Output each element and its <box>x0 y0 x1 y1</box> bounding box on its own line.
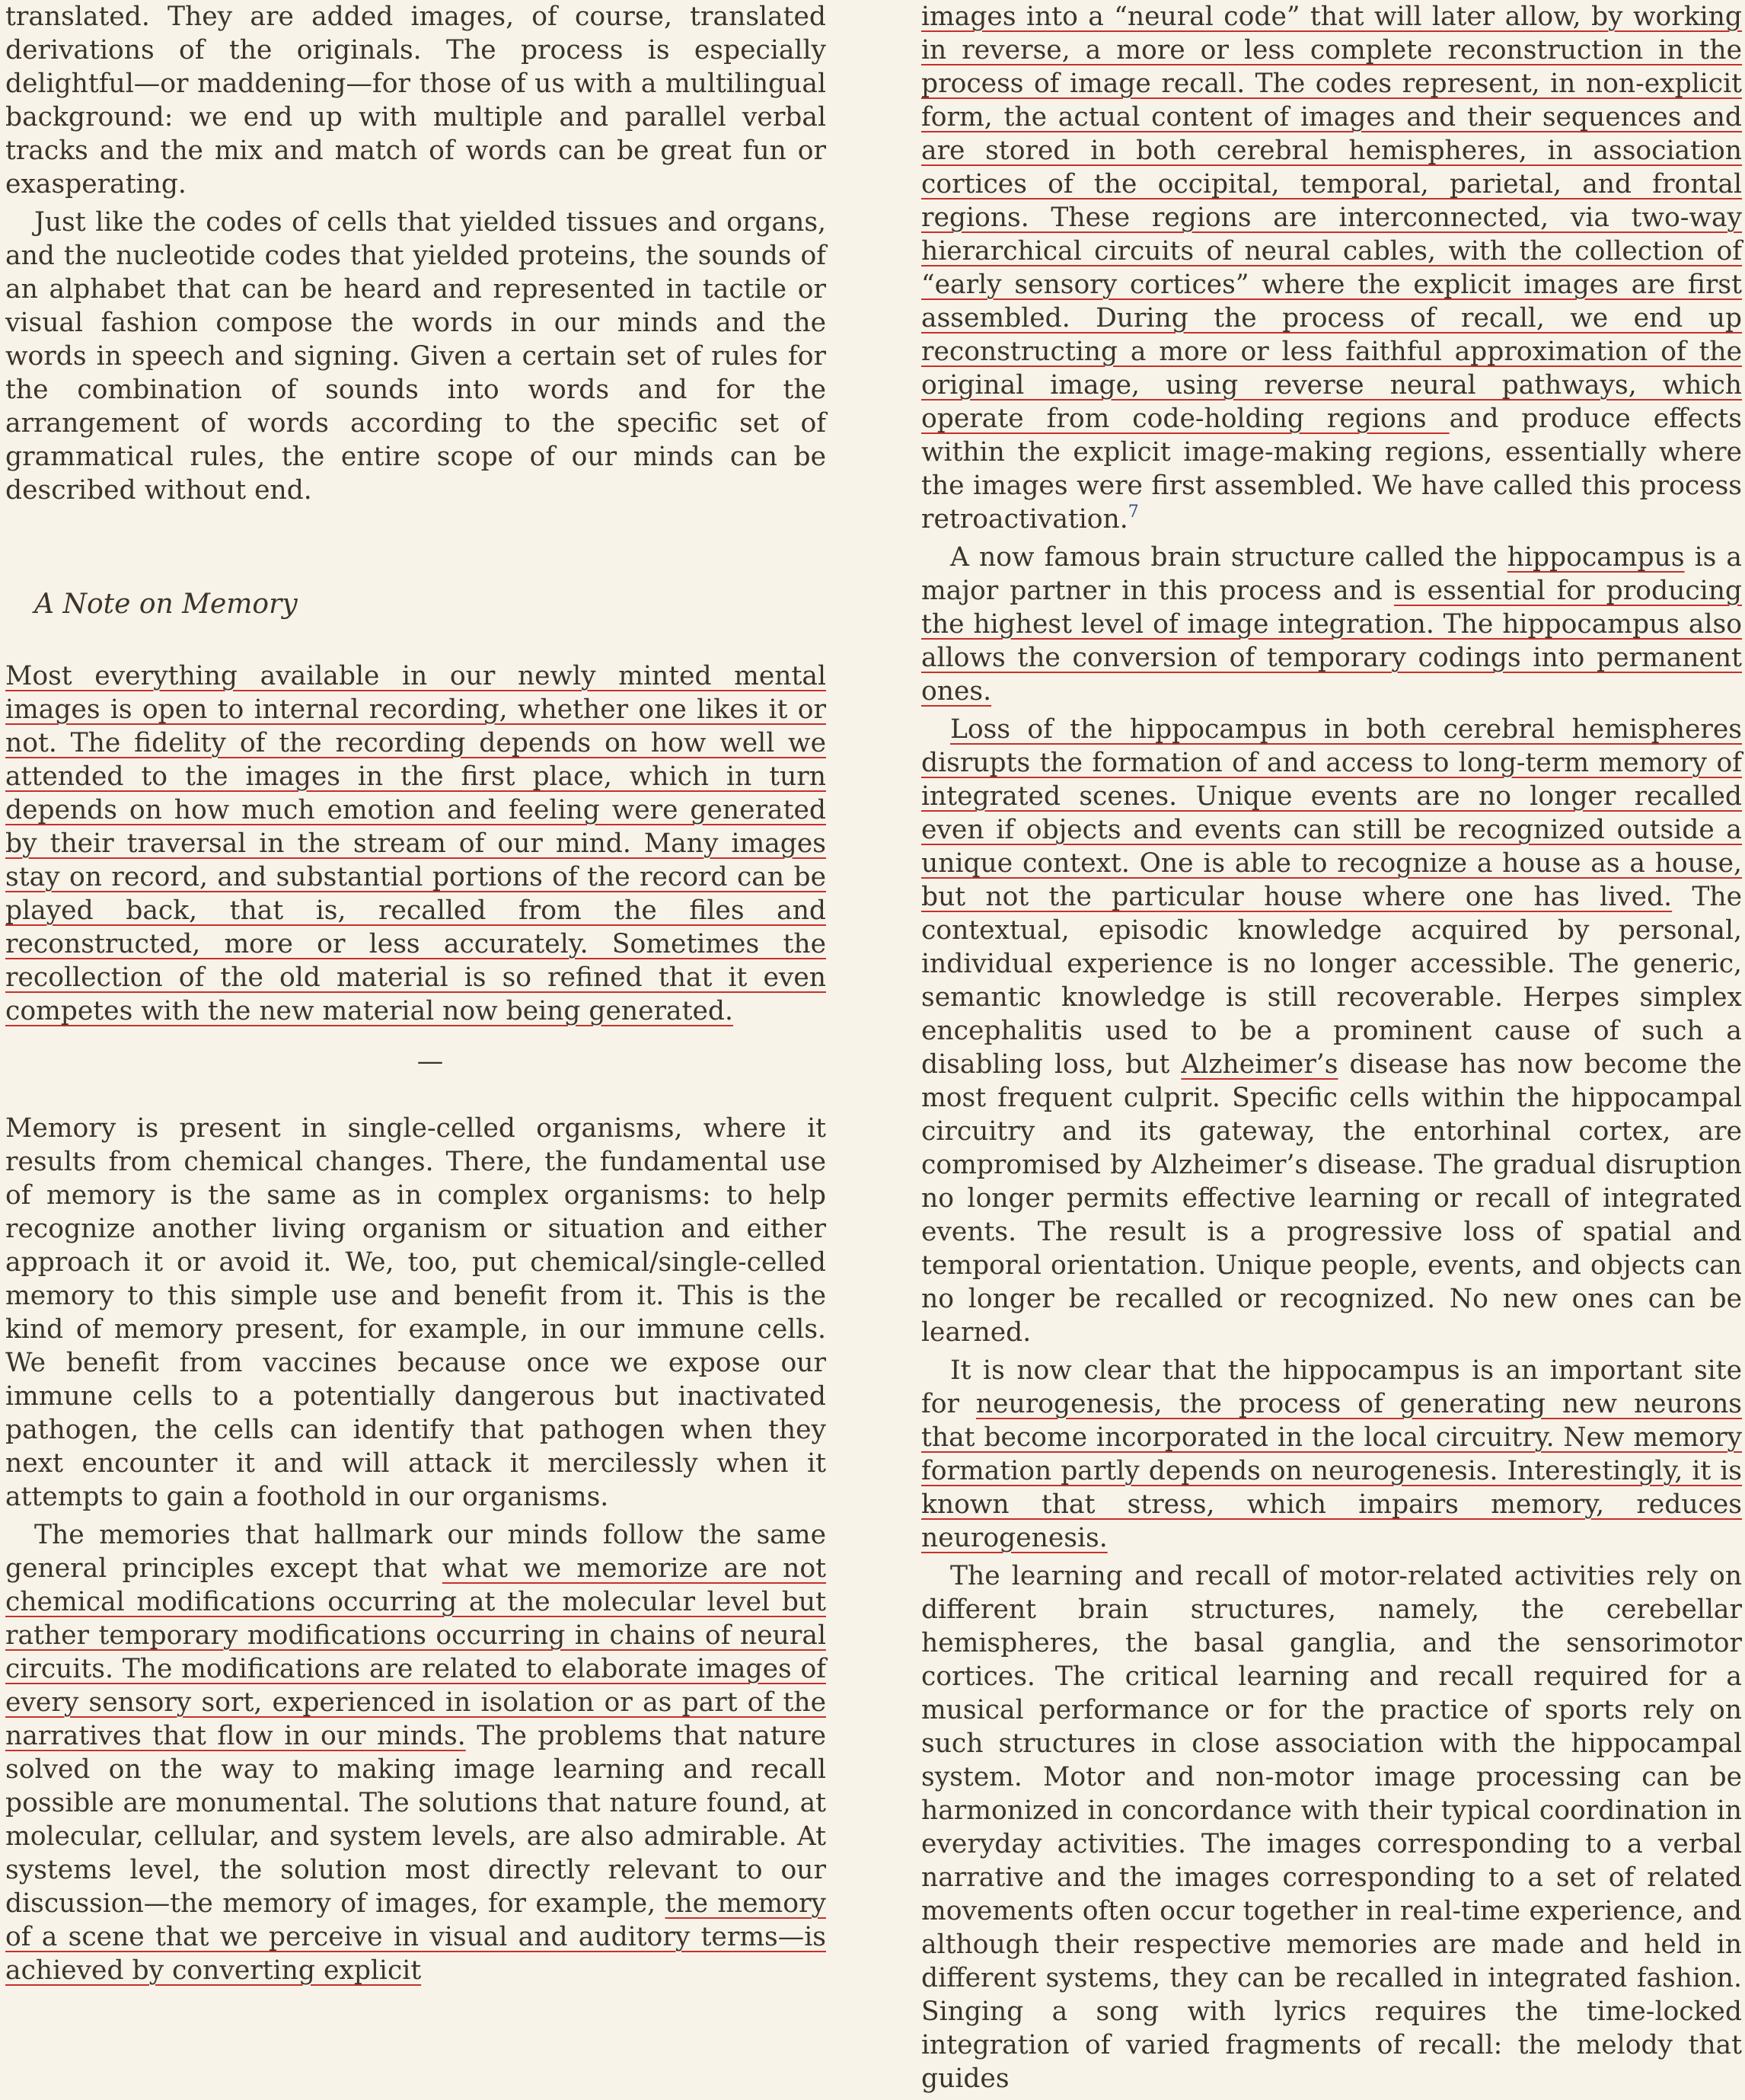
paragraph-neurogenesis <box>921 1354 1742 1555</box>
highlighted-text: images into a “neural code” that will later allow, by working in reverse, a more or less complete reconstruction in the process of image recall. The codes represent, in non-explicit form, the actual content of images and their sequences and are stored in both cerebral hemispheres, in association cortices of the occipital, temporal, parietal, and frontal regions. These regions are interconnected, via two-way hierarchical circuits of neural cables, with the collection of “early sensory cortices” where the explicit images are first assembled. During the process of recall, we end up reconstructing a more or less faithful approximation of the original image, using reverse neural pathways, which operate from code-holding regions <box>921 2 1742 434</box>
highlighted-text: what we memorize are not chemical modifications occurring at the molecular level but rather temporary modifications occurring in chains of neural circuits. The modifications are related to elaborate images of every sensory sort, experienced in isolation or as part of the narratives that flow in our minds. <box>5 1553 826 1751</box>
left-column <box>5 0 826 1992</box>
paragraph-text: A now famous brain structure called the <box>950 542 1507 573</box>
highlighted-text: neurogenesis, the process of generating new neurons that become incorporated in the local circuitry. New memory formation partly depends on neurogenesis. Interestingly, it is known that stress, which impairs memory, reduces neurogenesis. <box>921 1389 1742 1553</box>
paragraph-motor <box>921 1559 1742 2095</box>
paragraph-text: disease has now become the most frequent culprit. Specific cells within the hippocampal circuitry and its gateway, the entorhinal cortex, are compromised by Alzheimer’s disease. The gradual disruption no longer permits effective learning or recall of integrated events. The result is a progressive loss of spatial and temporal orientation. Unique people, events, and objects can no longer be recalled or recognized. No new ones can be learned. <box>921 1049 1742 1348</box>
spacer <box>5 1032 826 1045</box>
highlighted-text: Most everything available in our newly minted mental images is open to internal recording, whether one likes it or not. The fidelity of the recording depends on how well we attended to the images in the first place, which in turn depends on how much emotion and feeling were generated by their traversal in the stream of our mind. Many images stay on record, and substantial portions of the record can be played back, that is, recalled from the files and reconstructed, more or less accurately. Sometimes the recollection of the old material is so refined that it even competes with the new material now being generated. <box>5 661 826 1026</box>
spacer <box>5 512 826 588</box>
highlighted-text: hippocampus <box>1507 542 1685 573</box>
paragraph-text: is a major partner in this process and <box>921 542 1743 606</box>
highlighted-text: the memory of a scene that we perceive in visual and auditory terms—is achieved by converting explicit <box>5 1888 826 1986</box>
paragraph-loss <box>921 713 1742 1349</box>
spacer <box>5 1083 826 1112</box>
highlighted-text: Loss of the hippocampus in both cerebral hemispheres disrupts the formation of and access to long-term memory of integrated scenes. Unique events are no longer recalled even if objects and events can still be recognized outside a unique context. One is able to recognize a house as a house, but not the particular house where one has lived. <box>921 714 1742 912</box>
footnote-marker[interactable]: 7 <box>1128 503 1139 522</box>
paragraph-codes <box>5 206 826 507</box>
paragraph-neural-code <box>921 0 1742 536</box>
paragraph-hallmark <box>5 1518 826 1987</box>
paragraph-text: Just like the codes of cells that yielded tissues and organs, and the nucleotide codes that yielded proteins, the sounds of an alphabet that can be heard and represented in tactile or visual fashion compose the words in our minds and the words in speech and signing. Given a certain set of rules for the combination of sounds into words and for the arrangement of words according to the specific set of grammatical rules, the entire scope of our minds can be described without end. <box>5 207 826 506</box>
paragraph-hippocampus <box>921 541 1742 708</box>
paragraph-translated <box>5 0 826 201</box>
paragraph-text: The problems that nature solved on the way to making image learning and recall possible are monumental. The solutions that nature found, at molecular, cellular, and system levels, are also admirable. At systems level, the solution most directly relevant to our discussion—the memory of images, for example, <box>5 1721 826 1919</box>
spacer <box>5 626 826 659</box>
paragraph-text: translated. They are added images, of course, translated derivations of the originals. The process is especially delightful—or maddening—for those of us with a multilingual background: we end up with multiple and parallel verbal tracks and the mix and match of words can be great fun or exasperating. <box>5 2 826 199</box>
highlighted-text: is essential for producing the highest level of image integration. The hippocampus also allows the conversion of temporary codings into permanent ones. <box>921 576 1742 707</box>
paragraph-text: It is now clear that the hippocampus is an important site for <box>921 1355 1742 1419</box>
paragraph-text: The learning and recall of motor-related activities rely on different brain structures, namely, the cerebellar hemispheres, the basal ganglia, and the sensorimotor cortices. The critical learning and recall required for a musical performance or for the practice of sports rely on such structures in close association with the hippocampal system. Motor and non-motor image processing can be harmonized in concordance with their typical coordination in everyday activities. The images corresponding to a verbal narrative and the images corresponding to a set of related movements often occur together in real-time experience, and although their respective memories are made and held in different systems, they can be recalled in integrated fashion. Singing a song with lyrics requires the time-locked integration of varied fragments of recall: the melody that guides <box>921 1561 1742 2094</box>
highlighted-text: Alzheimer’s <box>1181 1049 1338 1080</box>
paragraph-text: and produce effects within the explicit image-making regions, essentially where the images were first assembled. We have called this process retroactivation. <box>921 404 1742 535</box>
paragraph-text: The contextual, episodic knowledge acquired by personal, individual experience is no longer accessible. The generic, semantic knowledge is still recoverable. Herpes simplex encephalitis used to be a prominent cause of such a disabling loss, but <box>921 882 1742 1080</box>
paragraph-text: The memories that hallmark our minds follow the same general principles except that <box>5 1520 826 1584</box>
right-column <box>921 0 1742 2100</box>
section-break: — <box>416 1046 444 1077</box>
section-heading: A Note on Memory <box>34 589 298 620</box>
paragraph-memory-intro <box>5 659 826 1028</box>
paragraph-single-celled <box>5 1112 826 1514</box>
paragraph-text: Memory is present in single-celled organisms, where it results from chemical changes. There, the fundamental use of memory is the same as in complex organisms: to help recognize another living organism or situation and either approach it or avoid it. We, too, put chemical/single-celled memory to this simple use and benefit from it. This is the kind of memory present, for example, in our immune cells. We benefit from vaccines because once we expose our immune cells to a potentially dangerous but inactivated pathogen, the cells can identify that pathogen when they next encounter it and will attack it mercilessly when it attempts to gain a foothold in our organisms. <box>5 1113 826 1512</box>
